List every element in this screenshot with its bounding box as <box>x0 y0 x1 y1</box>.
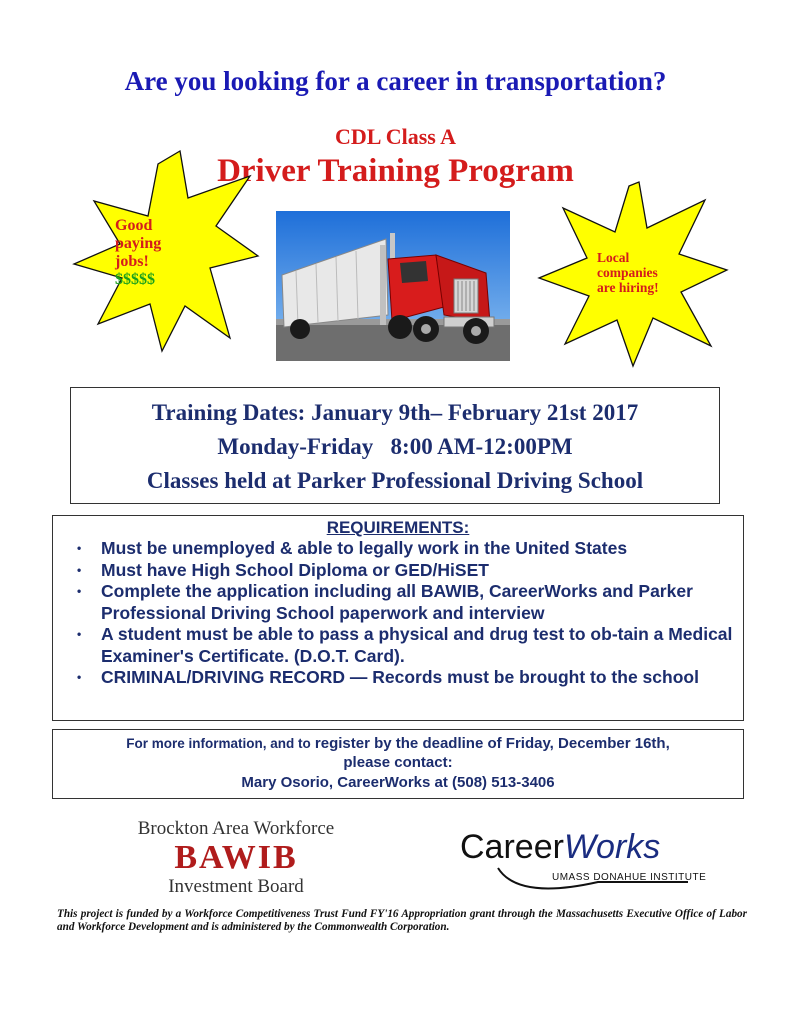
training-hours: Monday-Friday 8:00 AM-12:00PM <box>217 434 573 459</box>
requirement-text: A student must be able to pass a physical and drug test to ob-tain a Medical Examiner's Certificate. (D.O.T. Card). <box>101 624 733 666</box>
bawib-logo-top: Brockton Area Workforce <box>137 818 335 839</box>
contact-box <box>52 729 744 799</box>
burst-right-line: are hiring! <box>597 280 659 296</box>
training-dates: Training Dates: January 9th– February 21st 2017 <box>151 400 639 425</box>
contact-please: please contact: <box>343 754 453 771</box>
bullet-icon: • <box>77 670 82 684</box>
red-semi-truck-photo <box>276 211 510 361</box>
burst-left-line: paying <box>115 234 162 252</box>
contact-register: register by the deadline of Friday, December 16th, <box>314 735 670 752</box>
contact-person: Mary Osorio, CareerWorks at (508) 513-3406 <box>241 774 555 791</box>
training-dates-box <box>70 387 720 504</box>
subtitle: CDL Class A <box>334 124 457 149</box>
requirement-item <box>53 624 743 667</box>
requirement-text: CRIMINAL/DRIVING RECORD — Records must be brought to the school <box>101 667 699 687</box>
requirement-text: Complete the application including all BAWIB, CareerWorks and Parker Professional Driving School paperwork and interview <box>101 581 693 623</box>
burst-left-text <box>115 217 161 289</box>
burst-left-line: jobs! <box>115 252 149 270</box>
bullet-icon: • <box>77 541 82 555</box>
requirement-item <box>53 538 743 560</box>
requirement-text: Must have High School Diploma or GED/HiSET <box>101 559 489 580</box>
training-location: Classes held at Parker Professional Driving School <box>146 468 644 493</box>
requirement-item <box>53 560 743 582</box>
bullet-icon: • <box>77 584 82 598</box>
burst-right-line: companies <box>597 265 658 281</box>
careerworks-name-a: Career <box>460 828 564 866</box>
requirements-title: REQUIREMENTS: <box>326 518 470 537</box>
contact-line <box>53 734 743 753</box>
bawib-logo-bottom: Investment Board <box>168 876 304 897</box>
burst-left-line: Good <box>115 217 153 234</box>
burst-left-money: $$$$$ <box>115 270 155 288</box>
requirement-item <box>53 667 743 689</box>
bawib-logo-name: BAWIB <box>174 839 298 876</box>
requirements-list <box>53 538 743 689</box>
careerworks-logo <box>448 822 708 902</box>
funding-note: This project is funded by a Workforce Competitiveness Trust Fund FY'16 Appropriation grant through the Massachusetts Executive Office of Labor and Workforce Development and is administered by the Commonwealth Corporation. <box>57 908 747 933</box>
bullet-icon: • <box>77 627 82 641</box>
contact-intro: For more information, and to <box>126 736 311 751</box>
headline: Are you looking for a career in transportation? <box>124 66 667 96</box>
program-title: Driver Training Program <box>217 153 574 189</box>
requirement-text: Must be unemployed & able to legally work in the United States <box>101 538 628 558</box>
starburst-left-icon <box>70 146 260 356</box>
requirements-box <box>52 515 744 721</box>
requirement-item <box>53 581 743 624</box>
careerworks-name-b: Works <box>563 828 661 866</box>
bawib-logo <box>121 818 351 904</box>
careerworks-logo-subtitle: UMASS DONAHUE INSTITUTE <box>552 872 707 883</box>
burst-right-text <box>597 250 659 295</box>
burst-right-line: Local <box>597 250 630 265</box>
bullet-icon: • <box>77 562 82 577</box>
